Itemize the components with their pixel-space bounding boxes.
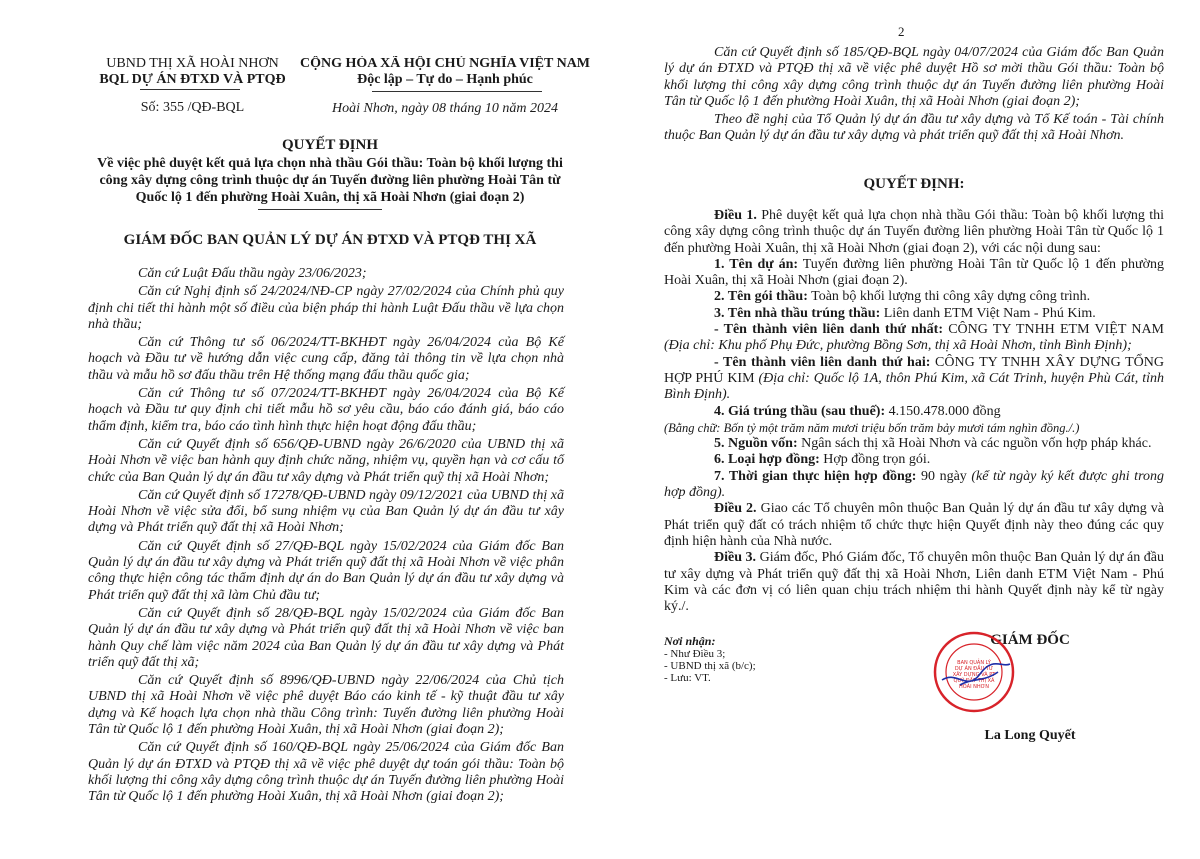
consortium-member-1: - Tên thành viên liên danh thứ nhất: CÔNG TY TNHH ETM VIỆT NAM (Địa chỉ: Khu phố Phụ Đức, phường Bồng Sơn, thị xã Hoài Nhơn, tỉnh Bình Định); <box>664 322 1164 354</box>
signer-title: GIÁM ĐỐC <box>990 632 1070 648</box>
item-contract-duration: 7. Thời gian thực hiện hợp đồng: 90 ngày (kể từ ngày ký kết được ghi trong hợp đồng). <box>664 468 1164 501</box>
item-label: 2. Tên gói thầu: <box>714 289 808 305</box>
issuing-authority <box>80 56 305 89</box>
document-subject <box>60 155 600 206</box>
document-number: Số: 355 /QĐ-BQL <box>140 100 245 115</box>
authority-name: UBND THỊ XÃ HOÀI NHƠN <box>106 56 279 71</box>
legal-basis: Căn cứ Thông tư số 06/2024/TT-BKHĐT ngày 26/04/2024 của Bộ Kế hoạch và Đầu tư về hướng dẫn việc cung cấp, đăng tải thông tin về lựa chọn nhà thầu và mẫu hồ sơ đấu thầu trên Hệ thống mạng đấu thầu quốc gia; <box>88 335 564 383</box>
document-page-2 <box>600 0 1200 859</box>
legal-bases-continued <box>664 45 1164 145</box>
item-label: 7. Thời gian thực hiện hợp đồng: <box>714 468 917 484</box>
legal-basis: Căn cứ Quyết định số 656/QĐ-UBND ngày 26/6/2020 của UBND thị xã Hoài Nhơn về việc ban hành quy định chức năng, nhiệm vụ, quyền hạn và cơ cấu tổ chức của Ban Quản lý dự án đầu tư xây dựng và Phát triển quỹ thị xã Hoài Nhơn; <box>88 436 564 485</box>
svg-text:HOÀI NHƠN: HOÀI NHƠN <box>959 684 989 690</box>
official-seal-image <box>932 630 1016 714</box>
legal-basis: Căn cứ Quyết định số 28/QĐ-BQL ngày 15/02/2024 của Giám đốc Ban Quản lý dự án đầu tư xây dựng và Phát triển quỹ đất thị xã Hoài Nhơn về việc ban hành Quy chế làm việc năm 2024 của Ban Quản lý dự án đầu tư xây dựng và Phát triển quỹ đất thị xã; <box>88 605 564 670</box>
legal-basis: Căn cứ Luật Đấu thầu ngày 23/06/2023; <box>138 266 367 281</box>
item-label: 5. Nguồn vốn: <box>714 436 798 452</box>
item-label: 6. Loại hợp đồng: <box>714 452 820 468</box>
decision-body <box>664 208 1164 615</box>
item-label: 1. Tên dự án: <box>714 256 799 272</box>
recipient-item: - Lưu: VT. <box>664 672 711 684</box>
article-3: Điều 3. Giám đốc, Phó Giám đốc, Tổ chuyên môn thuộc Ban Quản lý dự án đầu tư xây dựng và Phát triển quỹ đất thị xã Hoài Nhơn, Liên danh ETM Việt Nam - Phú Kim và các đơn vị có liên quan chịu trách nhiệm thi hành Quyết định này kể từ ngày ký./. <box>664 550 1165 615</box>
subject-line: Quốc lộ 1 đến phường Hoài Xuân, thị xã Hoài Nhơn (giai đoạn 2) <box>135 190 525 205</box>
recipient-item: - UBND thị xã (b/c); <box>664 660 756 672</box>
item-label: - Tên thành viên liên danh thứ nhất: <box>714 322 943 338</box>
item-label: 3. Tên nhà thầu trúng thầu: <box>714 305 881 321</box>
member-address: (Địa chỉ: Khu phố Phụ Đức, phường Bồng Sơn, thị xã Hoài Nhơn, tỉnh Bình Định); <box>664 338 1132 354</box>
subject-line: Về việc phê duyệt kết quả lựa chọn nhà thầu Gói thầu: Toàn bộ khối lượng thi <box>97 156 563 171</box>
article-label: Điều 3. <box>714 550 757 566</box>
svg-text:XÂY DỰNG VÀ PT: XÂY DỰNG VÀ PT <box>952 672 996 678</box>
motto-underline <box>372 91 542 92</box>
item-winning-bidder: 3. Tên nhà thầu trúng thầu: Liên danh ETM Việt Nam - Phú Kim. <box>714 305 1096 321</box>
legal-basis: Căn cứ Thông tư số 07/2024/TT-BKHĐT ngày 26/04/2024 của Bộ Kế hoạch và Đầu tư quy định chi tiết mẫu hồ sơ yêu cầu, báo cáo đánh giá, báo cáo thẩm định, kiểm tra, báo cáo tình hình thực hiện hoạt động đấu thầu; <box>88 386 564 434</box>
item-contract-type: 6. Loại hợp đồng: Hợp đồng trọn gói. <box>714 452 931 468</box>
article-2: Điều 2. Giao các Tổ chuyên môn thuộc Ban Quản lý dự án đầu tư xây dựng và Phát triển quỹ đất có trách nhiệm tổ chức thực hiện Quyết định này theo đúng các quy định hiện hành của Nhà nước. <box>664 501 1164 549</box>
member-address: (Địa chỉ: Quốc lộ 1A, thôn Phú Kim, xã Cát Trinh, huyện Phù Cát, tỉnh Bình Định). <box>664 370 1164 403</box>
legal-basis: Căn cứ Quyết định số 17278/QĐ-UBND ngày 09/12/2021 của UBND thị xã Hoài Nhơn về việc sửa đổi, bổ sung nhiệm vụ của Ban Quản lý dự án đầu tư xây dựng và Phát triển quỹ đất thị xã Hoài Nhơn; <box>88 487 564 536</box>
agency-name: BQL DỰ ÁN ĐTXD VÀ PTQĐ <box>99 72 286 88</box>
legal-basis: Căn cứ Quyết định số 8996/QĐ-UBND ngày 22/06/2024 của Chủ tịch UBND thị xã Hoài Nhơn về việc phê duyệt Báo cáo kinh tế - kỹ thuật đầu tư xây dựng và Kế hoạch lựa chọn nhà thầu Công trình: Tuyến đường liên phường Hoài Tân từ Quốc lộ 1 đến phường Hoài Xuân, thị xã Hoài Nhơn (giai đoạn 2); <box>88 673 564 738</box>
item-winning-price: 4. Giá trúng thầu (sau thuế): 4.150.478.000 đồng <box>714 403 1001 419</box>
item-funding-source: 5. Nguồn vốn: Ngân sách thị xã Hoài Nhơn và các nguồn vốn hợp pháp khác. <box>714 436 1152 452</box>
recipients-block <box>664 634 884 684</box>
decision-heading: QUYẾT ĐỊNH: <box>863 176 965 192</box>
article-label: Điều 1. <box>714 208 757 223</box>
price-in-words: (Bằng chữ: Bốn tỷ một trăm năm mươi triệu bốn trăm bảy mươi tám nghìn đồng./.) <box>664 420 1080 435</box>
article-1: Điều 1. Phê duyệt kết quả lựa chọn nhà thầu Gói thầu: Toàn bộ khối lượng thi công xây dựng công trình thuộc dự án Tuyến đường liên phường Hoài Tân từ Quốc lộ 1 đến phường Hoài Xuân, thị xã Hoài Nhơn (giai đoạn 2), với các nội dung sau: <box>664 208 1165 256</box>
legal-basis: Căn cứ Quyết định số 185/QĐ-BQL ngày 04/07/2024 của Giám đốc Ban Quản lý dự án ĐTXD và PTQĐ thị xã về việc phê duyệt Hồ sơ mời thầu Gói thầu: Toàn bộ khối lượng thi công xây dựng công trình thuộc dự án Tuyến đường liên phường Hoài Tân từ Quốc lộ 1 đến phường Hoài Xuân, thị xã Hoài Nhơn (giai đoạn 2); <box>664 45 1164 109</box>
subject-underline <box>258 209 382 210</box>
seal-lettering <box>953 658 997 690</box>
svg-text:QUỸ ĐẤT THỊ XÃ: QUỸ ĐẤT THỊ XÃ <box>953 678 995 684</box>
consortium-member-2: - Tên thành viên liên danh thứ hai: CÔNG TY TNHH XÂY DỰNG TỔNG HỢP PHÚ KIM (Địa chỉ: Quốc lộ 1A, thôn Phú Kim, xã Cát Trinh, huyện Phù Cát, tỉnh Bình Định). <box>664 354 1165 403</box>
motto: Độc lập – Tự do – Hạnh phúc <box>357 72 533 88</box>
national-header <box>300 56 590 89</box>
recipients-title: Nơi nhận: <box>664 634 716 648</box>
item-package-name: 2. Tên gói thầu: Toàn bộ khối lượng thi công xây dựng công trình. <box>714 289 1091 305</box>
subject-line: công xây dựng công trình thuộc dự án Tuyến đường liên phường Hoài Tân từ <box>99 173 561 188</box>
document-title: QUYẾT ĐỊNH <box>282 137 378 153</box>
recipient-item: - Như Điều 3; <box>664 648 726 660</box>
item-label: 4. Giá trúng thầu (sau thuế): <box>714 403 886 419</box>
nation-name: CỘNG HÒA XÃ HỘI CHỦ NGHĨA VIỆT NAM <box>300 56 590 71</box>
svg-text:BAN QUẢN LÝ: BAN QUẢN LÝ <box>957 660 991 666</box>
signer-name: La Long Quyết <box>984 728 1076 743</box>
legal-bases <box>88 266 564 806</box>
svg-text:DỰ ÁN ĐẦU TƯ: DỰ ÁN ĐẦU TƯ <box>954 666 994 672</box>
issuing-authority-title: GIÁM ĐỐC BAN QUẢN LÝ DỰ ÁN ĐTXD VÀ PTQĐ THỊ XÃ <box>123 232 537 248</box>
proposal-basis: Theo đề nghị của Tổ Quản lý dự án đầu tư xây dựng và Tổ Kế toán - Tài chính thuộc Ban Quản lý dự án đầu tư xây dựng và phát triển quỹ đất thị xã Hoài Nhơn. <box>664 112 1164 144</box>
header-underline <box>140 89 240 90</box>
legal-basis: Căn cứ Quyết định số 27/QĐ-BQL ngày 15/02/2024 của Giám đốc Ban Quản lý dự án đầu tư xây dựng và Phát triển quỹ đất thị xã Hoài Nhơn về việc phân công thực hiện công tác thẩm định dự án do Ban Quản lý dự án đầu tư xây dựng và Phát triển quỹ đất thị xã làm Chủ đầu tư; <box>88 538 564 603</box>
legal-basis: Căn cứ Nghị định số 24/2024/NĐ-CP ngày 27/02/2024 của Chính phủ quy định chi tiết thi hành một số điều của biện pháp thi hành Luật Đấu thầu về lựa chọn nhà thầu; <box>88 284 564 332</box>
legal-basis: Căn cứ Quyết định số 160/QĐ-BQL ngày 25/06/2024 của Giám đốc Ban Quản lý dự án ĐTXD và PTQĐ thị xã về việc phê duyệt dự toán gói thầu: Toàn bộ khối lượng thi công xây dựng công trình thuộc dự án Tuyến đường liên phường Hoài Tân từ Quốc lộ 1 đến phường Hoài Xuân, thị xã Hoài Nhơn (giai đoạn 2); <box>88 740 564 805</box>
item-project-name: 1. Tên dự án: Tuyến đường liên phường Hoài Tân từ Quốc lộ 1 đến phường Hoài Xuân, thị xã Hoài Nhơn (giai đoạn 2). <box>664 256 1164 289</box>
item-label: - Tên thành viên liên danh thứ hai: <box>714 354 931 370</box>
article-label: Điều 2. <box>714 501 757 517</box>
page-number: 2 <box>898 24 905 39</box>
place-date: Hoài Nhơn, ngày 08 tháng 10 năm 2024 <box>331 101 559 116</box>
